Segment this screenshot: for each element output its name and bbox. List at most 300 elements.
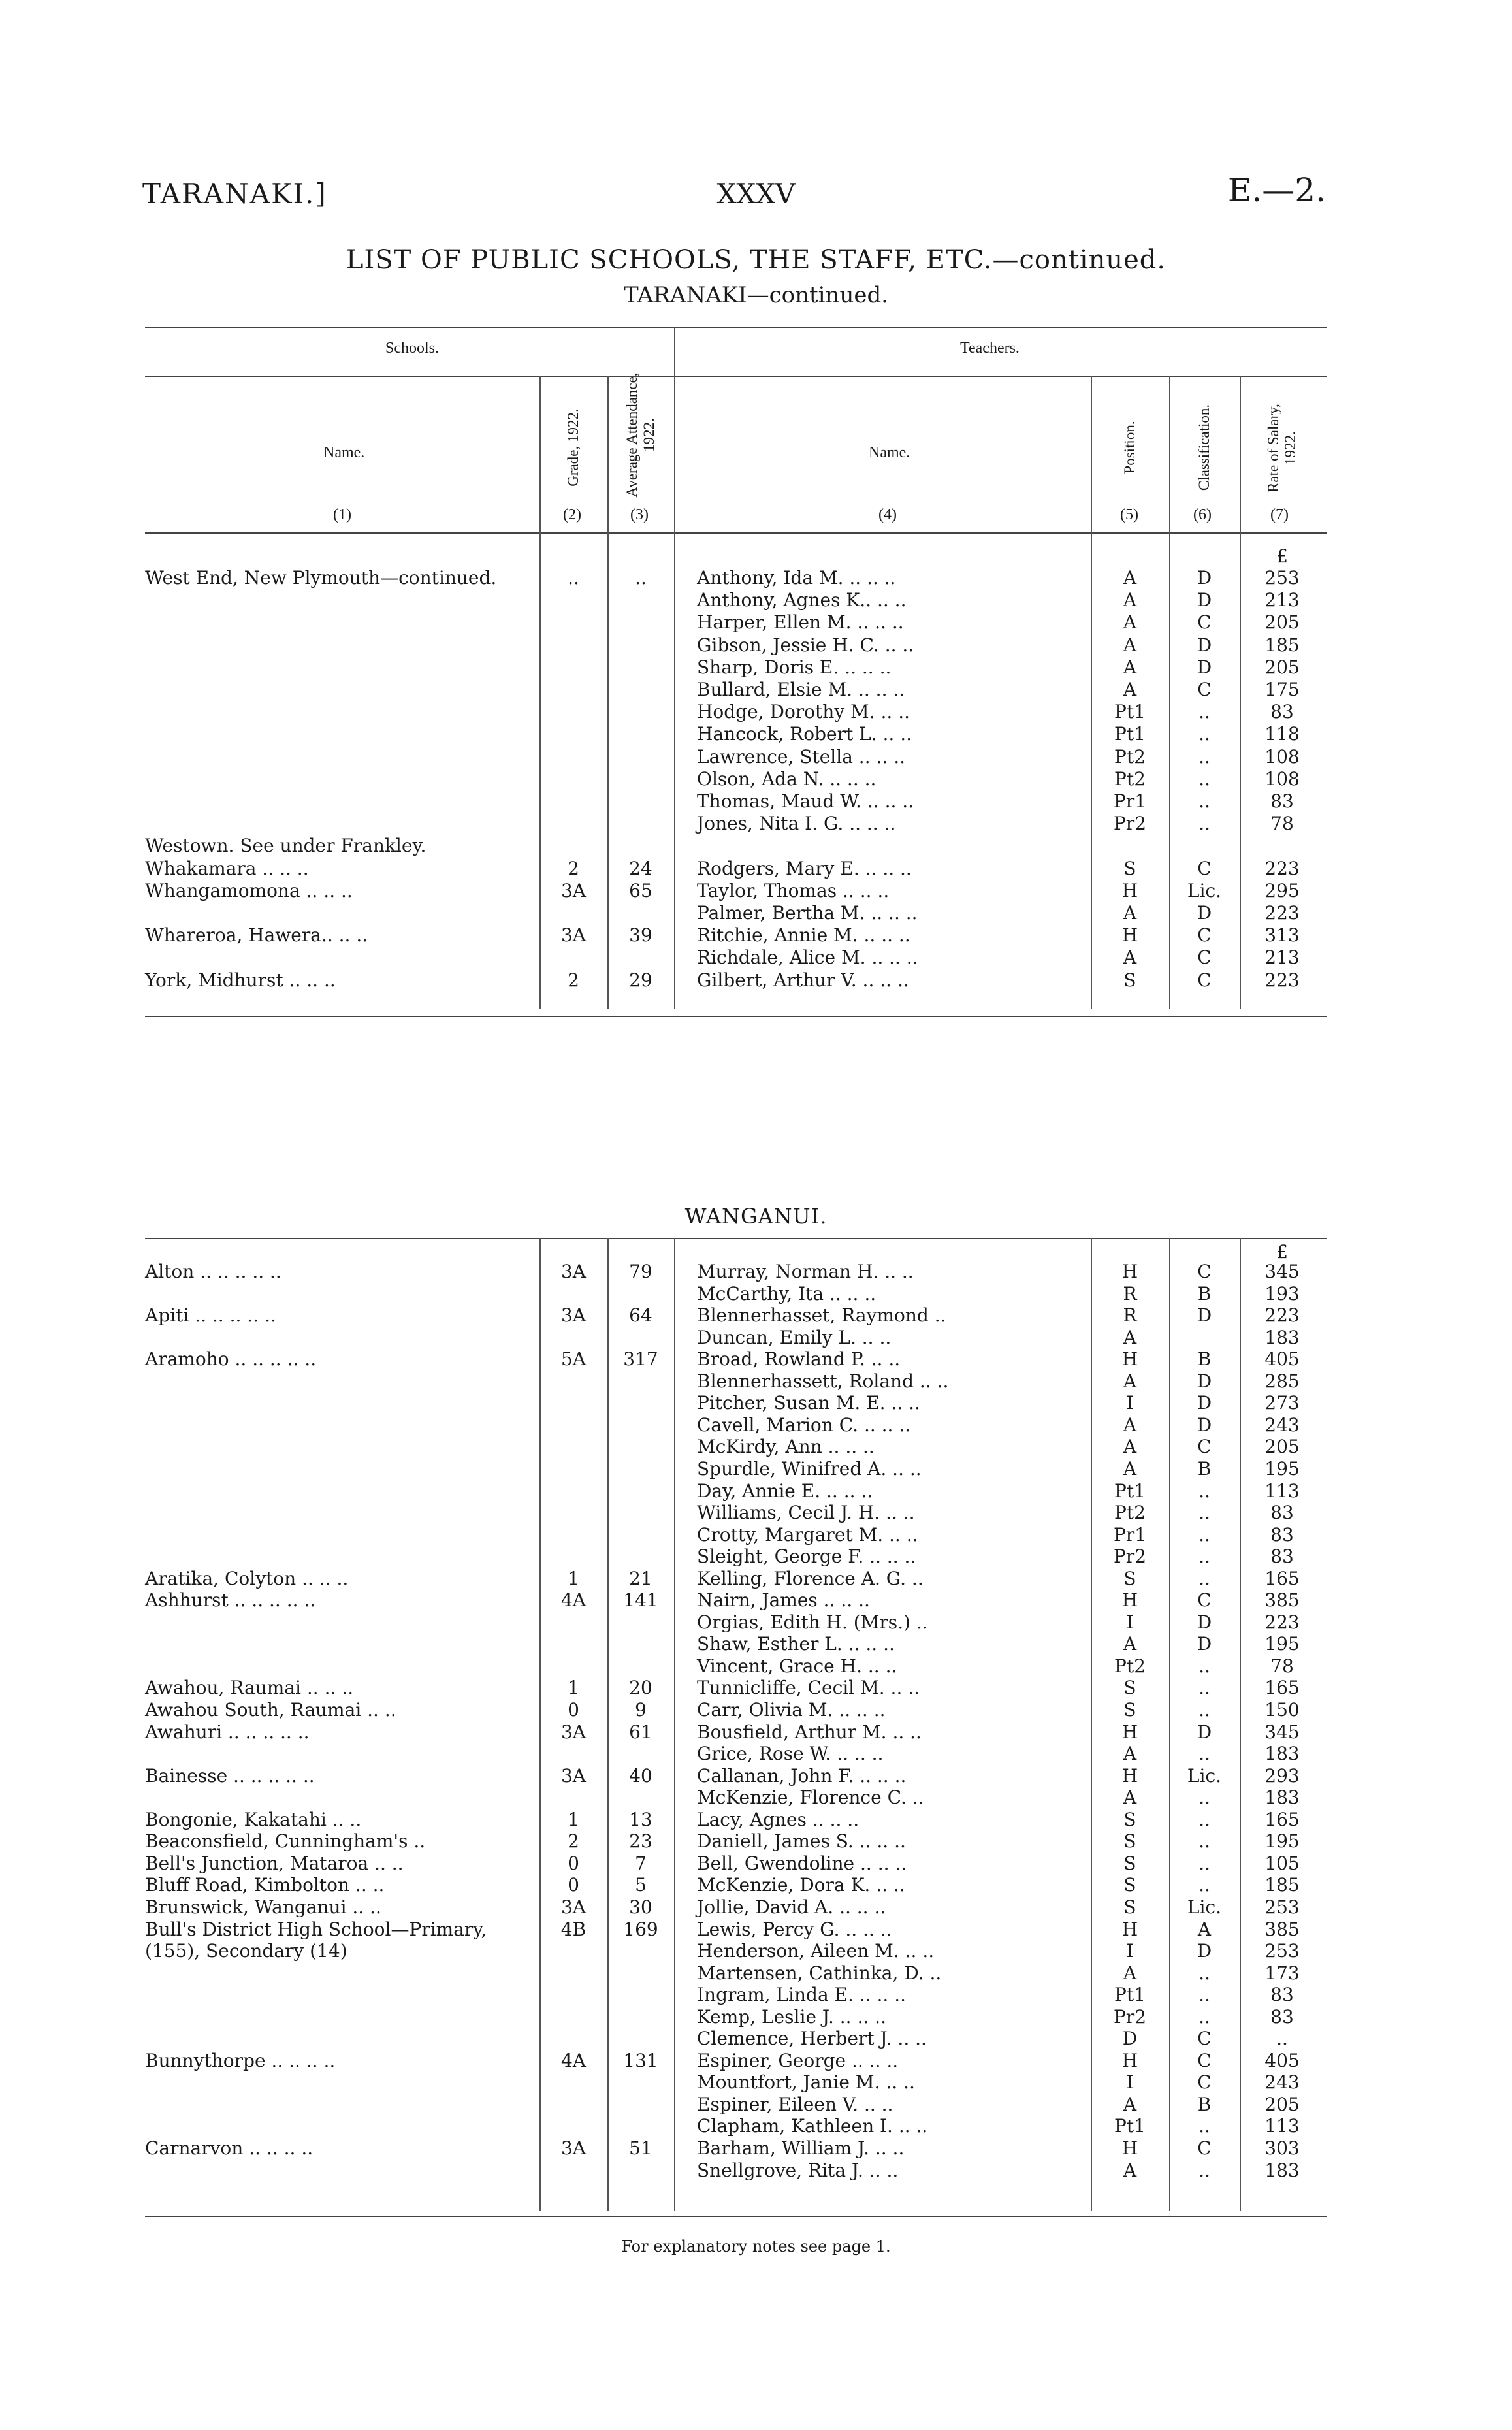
position-cell: H (1121, 1348, 1138, 1370)
classification-cell: .. (1198, 2005, 1210, 2028)
position-cell: A (1123, 567, 1137, 589)
table-row (0, 1655, 1512, 1677)
teacher-name-cell: Orgias, Edith H. (Mrs.) .. (697, 1611, 928, 1633)
position-cell: A (1123, 2159, 1137, 2181)
salary-cell: 213 (1264, 589, 1300, 611)
attendance-cell: 65 (629, 879, 652, 901)
table-row (0, 858, 1512, 879)
position-cell: H (1121, 1764, 1138, 1787)
salary-cell: 185 (1264, 634, 1300, 656)
table-row (0, 880, 1512, 901)
table-row (0, 1721, 1512, 1743)
position-heading: Position. (1121, 421, 1138, 474)
teacher-name-cell: Broad, Rowland P. .. .. (697, 1348, 901, 1370)
position-cell: A (1123, 589, 1137, 611)
classification-cell: D (1197, 1392, 1212, 1414)
table-row (0, 947, 1512, 968)
table-row (0, 1524, 1512, 1546)
classification-cell: .. (1198, 1699, 1210, 1721)
salary-cell: 205 (1264, 656, 1300, 678)
grade-cell: 3A (560, 1261, 587, 1282)
classification-cell: D (1197, 634, 1212, 656)
grade-cell: 0 (568, 1874, 579, 1896)
position-cell: A (1123, 947, 1137, 969)
position-cell: S (1123, 1567, 1136, 1589)
wanganui-top-rule (145, 1238, 1327, 1239)
grade-cell: 1 (568, 1567, 579, 1589)
table-row (0, 656, 1512, 678)
position-cell: A (1123, 902, 1137, 924)
classification-cell: C (1197, 969, 1212, 991)
teacher-name-cell: Jollie, David A. .. .. .. (697, 1896, 886, 1918)
salary-cell: 385 (1264, 1589, 1300, 1612)
table-row (0, 1896, 1512, 1918)
position-cell: Pr2 (1113, 1546, 1147, 1568)
classification-cell: .. (1198, 1567, 1210, 1589)
classification-cell: A (1197, 1918, 1212, 1940)
classification-cell: .. (1198, 1523, 1210, 1546)
table-row (0, 1458, 1512, 1480)
table-row (0, 1984, 1512, 2005)
section-subtitle: TARANAKI—continued. (623, 282, 889, 308)
salary-cell: 405 (1264, 1348, 1300, 1370)
position-cell: S (1123, 1874, 1136, 1896)
position-cell: A (1123, 1743, 1137, 1765)
teacher-name-heading: Name. (869, 444, 910, 461)
position-cell: S (1123, 1830, 1136, 1853)
salary-cell: 345 (1264, 1721, 1300, 1743)
teacher-name-cell: Anthony, Agnes K.. .. .. (697, 589, 907, 611)
classification-cell: B (1197, 2093, 1212, 2115)
header-top-rule (145, 327, 1327, 328)
attendance-cell: 79 (629, 1261, 652, 1282)
position-cell: I (1126, 2071, 1134, 2094)
salary-cell: 183 (1264, 2159, 1300, 2181)
salary-cell: 83 (1270, 1523, 1294, 1546)
table-row (0, 1874, 1512, 1896)
salary-heading: Rate of Salary, 1922. (1265, 404, 1298, 493)
group-rule (145, 376, 1327, 377)
table-row (0, 924, 1512, 946)
school-name-cell: Bainesse .. .. .. .. .. (145, 1764, 315, 1787)
school-name-cell: Carnarvon .. .. .. .. (145, 2137, 314, 2159)
table-row (0, 1853, 1512, 1874)
classification-cell: C (1197, 2137, 1212, 2159)
salary-cell: 113 (1264, 2115, 1300, 2137)
position-cell: S (1123, 1677, 1136, 1699)
salary-cell: 223 (1264, 1611, 1300, 1633)
attendance-cell: 9 (635, 1699, 647, 1721)
classification-cell: Lic. (1187, 1764, 1222, 1787)
teacher-name-cell: McKirdy, Ann .. .. .. (697, 1436, 875, 1458)
position-cell: A (1123, 1457, 1137, 1480)
position-cell: H (1121, 1918, 1138, 1940)
classification-cell: .. (1198, 768, 1210, 790)
classification-cell: D (1197, 589, 1212, 611)
classification-cell: .. (1198, 790, 1210, 812)
attendance-cell: 23 (629, 1830, 652, 1853)
position-cell: S (1123, 1852, 1136, 1874)
school-name-cell: Whangamomona .. .. .. (145, 879, 353, 901)
teacher-name-cell: Lewis, Percy G. .. .. .. (697, 1918, 892, 1940)
table-row (0, 969, 1512, 991)
classification-cell: C (1197, 1436, 1212, 1458)
school-name-cell: Bunnythorpe .. .. .. .. (145, 2049, 336, 2071)
classification-cell: D (1197, 1633, 1212, 1655)
classification-cell: .. (1198, 813, 1210, 835)
attendance-cell: 30 (629, 1896, 652, 1918)
position-cell: H (1121, 924, 1138, 947)
teacher-name-cell: Crotty, Margaret M. .. .. (697, 1523, 918, 1546)
classification-cell: B (1197, 1457, 1212, 1480)
table-row (0, 723, 1512, 745)
table-row (0, 2137, 1512, 2159)
salary-cell: 205 (1264, 2093, 1300, 2115)
classification-cell: .. (1198, 1787, 1210, 1809)
school-name-cell: Awahuri .. .. .. .. .. (145, 1721, 310, 1743)
salary-cell: 223 (1264, 969, 1300, 991)
teacher-name-cell: Tunnicliffe, Cecil M. .. .. (697, 1677, 920, 1699)
salary-cell: 195 (1264, 1633, 1300, 1655)
salary-cell: 205 (1264, 611, 1300, 634)
classification-cell: C (1197, 857, 1212, 879)
position-cell: A (1123, 656, 1137, 678)
classification-cell: Lic. (1187, 879, 1222, 901)
school-name-cell: Alton .. .. .. .. .. (145, 1261, 281, 1282)
position-cell: Pr1 (1113, 790, 1147, 812)
table-row (0, 1743, 1512, 1764)
school-name-cell: Westown. See under Frankley. (145, 835, 426, 857)
classification-cell: .. (1198, 1480, 1210, 1502)
table-row (0, 1480, 1512, 1502)
grade-cell: 1 (568, 1808, 579, 1830)
currency-symbol: £ (1276, 1241, 1288, 1263)
grade-cell: 4B (560, 1918, 587, 1940)
table-row (0, 790, 1512, 812)
teacher-name-cell: Harper, Ellen M. .. .. .. (697, 611, 904, 634)
table-row (0, 2115, 1512, 2137)
teacher-name-cell: Espiner, George .. .. .. (697, 2049, 899, 2071)
teacher-name-cell: Kelling, Florence A. G. .. (697, 1567, 924, 1589)
salary-cell: 78 (1270, 1655, 1294, 1677)
table-row (0, 2160, 1512, 2181)
classification-cell: B (1197, 1282, 1212, 1304)
classification-cell: .. (1198, 2115, 1210, 2137)
school-name-cell: Aratika, Colyton .. .. .. (145, 1567, 349, 1589)
position-cell: Pt1 (1114, 1984, 1146, 2006)
grade-cell: 3A (560, 879, 587, 901)
teacher-name-cell: Mountfort, Janie M. .. .. (697, 2071, 915, 2094)
table-row (0, 1283, 1512, 1304)
teacher-name-cell: Palmer, Bertha M. .. .. .. (697, 902, 918, 924)
teacher-name-cell: Daniell, James S. .. .. .. (697, 1830, 906, 1853)
salary-cell: 83 (1270, 1984, 1294, 2006)
position-cell: Pr1 (1113, 1523, 1147, 1546)
attendance-cell: 21 (629, 1567, 652, 1589)
salary-cell: 313 (1264, 924, 1300, 947)
col-num-1: (1) (333, 506, 351, 523)
position-cell: R (1123, 1304, 1137, 1327)
grade-cell: 3A (560, 1721, 587, 1743)
attendance-cell: 5 (635, 1874, 647, 1896)
position-cell: Pr2 (1113, 2005, 1147, 2028)
teacher-name-cell: Henderson, Aileen M. .. .. (697, 1940, 935, 1962)
salary-cell: 213 (1264, 947, 1300, 969)
teacher-name-cell: Lawrence, Stella .. .. .. (697, 745, 906, 768)
salary-cell: 253 (1264, 1940, 1300, 1962)
classification-cell: D (1197, 656, 1212, 678)
teacher-name-cell: Bell, Gwendoline .. .. .. (697, 1852, 907, 1874)
attendance-cell: 64 (629, 1304, 652, 1327)
salary-cell: 165 (1264, 1677, 1300, 1699)
teachers-group-heading: Teachers. (960, 340, 1020, 357)
position-cell: Pt1 (1114, 723, 1146, 745)
position-cell: S (1123, 1699, 1136, 1721)
salary-cell: 165 (1264, 1808, 1300, 1830)
attendance-cell: .. (635, 567, 647, 589)
position-cell: A (1123, 1414, 1137, 1436)
salary-cell: 303 (1264, 2137, 1300, 2159)
classification-cell: .. (1198, 1984, 1210, 2006)
teacher-name-cell: Hancock, Robert L. .. .. (697, 723, 912, 745)
classification-cell: D (1197, 1721, 1212, 1743)
classification-cell: .. (1198, 1546, 1210, 1568)
position-cell: H (1121, 1721, 1138, 1743)
table-row (0, 1348, 1512, 1370)
col-num-7: (7) (1270, 506, 1289, 523)
classification-cell: D (1197, 1940, 1212, 1962)
position-cell: A (1123, 611, 1137, 634)
grade-cell: 2 (568, 969, 579, 991)
school-name-cell: Beaconsfield, Cunningham's .. (145, 1830, 426, 1853)
table-end-rule (145, 1016, 1327, 1017)
classification-cell: D (1197, 1414, 1212, 1436)
attendance-cell: 40 (629, 1764, 652, 1787)
classification-cell: .. (1198, 745, 1210, 768)
position-cell: Pt2 (1114, 1655, 1146, 1677)
classification-cell: D (1197, 902, 1212, 924)
table-row (0, 2028, 1512, 2049)
salary-cell: 273 (1264, 1392, 1300, 1414)
salary-cell: 195 (1264, 1830, 1300, 1853)
classification-cell: .. (1198, 1830, 1210, 1853)
salary-cell: 165 (1264, 1567, 1300, 1589)
classification-cell: .. (1198, 1808, 1210, 1830)
salary-cell: 253 (1264, 567, 1300, 589)
teacher-name-cell: Duncan, Emily L. .. .. (697, 1326, 892, 1348)
classification-cell: D (1197, 567, 1212, 589)
table-row (0, 1261, 1512, 1282)
school-name-cell: Apiti .. .. .. .. .. (145, 1304, 276, 1327)
teacher-name-cell: McKenzie, Florence C. .. (697, 1787, 924, 1809)
classification-cell: C (1197, 1589, 1212, 1612)
table-row (0, 1414, 1512, 1436)
attendance-cell: 169 (623, 1918, 658, 1940)
salary-cell: 83 (1270, 2005, 1294, 2028)
classification-cell: .. (1198, 1962, 1210, 1984)
position-cell: I (1126, 1940, 1134, 1962)
school-name-cell: Aramoho .. .. .. .. .. (145, 1348, 317, 1370)
school-name-cell: Brunswick, Wanganui .. .. (145, 1896, 381, 1918)
teacher-name-cell: Murray, Norman H. .. .. (697, 1261, 914, 1282)
classification-heading: Classification. (1196, 404, 1212, 491)
salary-cell: 345 (1264, 1261, 1300, 1282)
salary-cell: 223 (1264, 902, 1300, 924)
teacher-name-cell: Richdale, Alice M. .. .. .. (697, 947, 918, 969)
position-cell: S (1123, 969, 1136, 991)
attendance-cell: 13 (629, 1808, 652, 1830)
table-row (0, 1677, 1512, 1698)
salary-cell: 285 (1264, 1370, 1300, 1392)
classification-cell: .. (1198, 723, 1210, 745)
col-num-5: (5) (1120, 506, 1138, 523)
salary-cell: 295 (1264, 879, 1300, 901)
table-row (0, 1612, 1512, 1633)
teacher-name-cell: Sleight, George F. .. .. .. (697, 1546, 916, 1568)
teacher-name-cell: Hodge, Dorothy M. .. .. (697, 701, 910, 723)
teacher-name-cell: Williams, Cecil J. H. .. .. (697, 1502, 915, 1524)
classification-cell: D (1197, 1370, 1212, 1392)
classification-cell: .. (1198, 1502, 1210, 1524)
salary-cell: 108 (1264, 768, 1300, 790)
salary-cell: 113 (1264, 1480, 1300, 1502)
teacher-name-cell: Martensen, Cathinka, D. .. (697, 1962, 942, 1984)
attendance-heading: Average Attendance, 1922. (624, 372, 657, 498)
salary-cell: 185 (1264, 1874, 1300, 1896)
position-cell: Pt2 (1114, 745, 1146, 768)
wanganui-heading: WANGANUI. (684, 1204, 828, 1229)
position-cell: D (1122, 2028, 1138, 2050)
position-cell: A (1123, 1326, 1137, 1348)
table-row (0, 679, 1512, 700)
position-cell: A (1123, 1370, 1137, 1392)
teacher-name-cell: Nairn, James .. .. .. (697, 1589, 870, 1612)
position-cell: H (1121, 1261, 1138, 1282)
school-name-cell: (155), Secondary (14) (145, 1940, 347, 1962)
classification-cell: C (1197, 2028, 1212, 2050)
school-name-cell: Bongonie, Kakatahi .. .. (145, 1808, 362, 1830)
teacher-name-cell: Sharp, Doris E. .. .. .. (697, 656, 892, 678)
salary-cell: 83 (1270, 790, 1294, 812)
teacher-name-cell: Spurdle, Winifred A. .. .. (697, 1457, 922, 1480)
table-row (0, 1370, 1512, 1392)
table-row (0, 1392, 1512, 1414)
table-row (0, 835, 1512, 856)
teacher-name-cell: Bousfield, Arthur M. .. .. (697, 1721, 922, 1743)
classification-cell: C (1197, 2049, 1212, 2071)
grade-cell: 1 (568, 1677, 579, 1699)
salary-cell: 205 (1264, 1436, 1300, 1458)
classification-cell: C (1197, 924, 1212, 947)
position-cell: Pt1 (1114, 1480, 1146, 1502)
teacher-name-cell: Gibson, Jessie H. C. .. .. (697, 634, 914, 656)
classification-cell: .. (1198, 2159, 1210, 2181)
attendance-cell: 29 (629, 969, 652, 991)
col-num-3: (3) (630, 506, 649, 523)
position-cell: Pt1 (1114, 701, 1146, 723)
teacher-name-cell: Anthony, Ida M. .. .. .. (697, 567, 896, 589)
teacher-name-cell: Taylor, Thomas .. .. .. (697, 879, 890, 901)
position-cell: A (1123, 1436, 1137, 1458)
salary-cell: 83 (1270, 1546, 1294, 1568)
col-num-6: (6) (1193, 506, 1212, 523)
classification-cell: B (1197, 1348, 1212, 1370)
attendance-cell: 24 (629, 857, 652, 879)
school-name-cell: West End, New Plymouth—continued. (145, 567, 497, 589)
salary-cell: 83 (1270, 701, 1294, 723)
table-row (0, 1568, 1512, 1589)
grade-cell: 3A (560, 1304, 587, 1327)
teacher-name-cell: Cavell, Marion C. .. .. .. (697, 1414, 911, 1436)
attendance-cell: 61 (629, 1721, 652, 1743)
classification-cell: .. (1198, 701, 1210, 723)
position-cell: Pt2 (1114, 1502, 1146, 1524)
school-name-cell: Ashhurst .. .. .. .. .. (145, 1589, 316, 1612)
teacher-name-cell: Kemp, Leslie J. .. .. .. (697, 2005, 886, 2028)
position-cell: H (1121, 2137, 1138, 2159)
classification-cell: .. (1198, 1655, 1210, 1677)
school-name-heading: Name. (323, 444, 365, 461)
attendance-cell: 39 (629, 924, 652, 947)
attendance-cell: 317 (623, 1348, 658, 1370)
teacher-name-cell: Lacy, Agnes .. .. .. (697, 1808, 860, 1830)
salary-cell: 175 (1264, 679, 1300, 700)
attendance-cell: 51 (629, 2137, 652, 2159)
table-row (0, 1919, 1512, 1940)
page-title: LIST OF PUBLIC SCHOOLS, THE STAFF, ETC.—continued. (346, 245, 1166, 275)
school-name-cell: Bluff Road, Kimbolton .. .. (145, 1874, 385, 1896)
teacher-name-cell: Clapham, Kathleen I. .. .. (697, 2115, 928, 2137)
teacher-name-cell: Carr, Olivia M. .. .. .. (697, 1699, 886, 1721)
table-row (0, 2094, 1512, 2115)
table-row (0, 1436, 1512, 1457)
teacher-name-cell: Ingram, Linda E. .. .. .. (697, 1984, 906, 2006)
salary-cell: 223 (1264, 857, 1300, 879)
grade-cell: 4A (560, 1589, 587, 1612)
school-name-cell: Bell's Junction, Mataroa .. .. (145, 1852, 404, 1874)
classification-cell: D (1197, 1304, 1212, 1327)
table-row (0, 1787, 1512, 1808)
position-cell: A (1123, 1633, 1137, 1655)
table-row (0, 902, 1512, 924)
table-row (0, 2071, 1512, 2093)
salary-cell: 253 (1264, 1896, 1300, 1918)
table-row (0, 1940, 1512, 1962)
teacher-name-cell: Barham, William J. .. .. (697, 2137, 905, 2159)
school-name-cell: Awahou South, Raumai .. .. (145, 1699, 396, 1721)
page-number: XXXV (716, 178, 796, 210)
teacher-name-cell: Day, Annie E. .. .. .. (697, 1480, 873, 1502)
classification-cell: C (1197, 947, 1212, 969)
position-cell: Pt2 (1114, 768, 1146, 790)
table-row (0, 768, 1512, 790)
classification-cell: Lic. (1187, 1896, 1222, 1918)
salary-cell: 183 (1264, 1743, 1300, 1765)
table-row (0, 589, 1512, 611)
table-row (0, 1962, 1512, 1984)
salary-cell: .. (1276, 2028, 1288, 2050)
position-cell: I (1126, 1611, 1134, 1633)
school-name-cell: Awahou, Raumai .. .. .. (145, 1677, 354, 1699)
grade-cell: 3A (560, 924, 587, 947)
salary-cell: 243 (1264, 2071, 1300, 2094)
classification-cell: C (1197, 1261, 1212, 1282)
teacher-name-cell: Snellgrove, Rita J. .. .. (697, 2159, 899, 2181)
grade-cell: 3A (560, 1764, 587, 1787)
header-bottom-rule (145, 532, 1327, 534)
teacher-name-cell: Blennerhasset, Raymond .. (697, 1304, 946, 1327)
grade-cell: .. (568, 567, 579, 589)
